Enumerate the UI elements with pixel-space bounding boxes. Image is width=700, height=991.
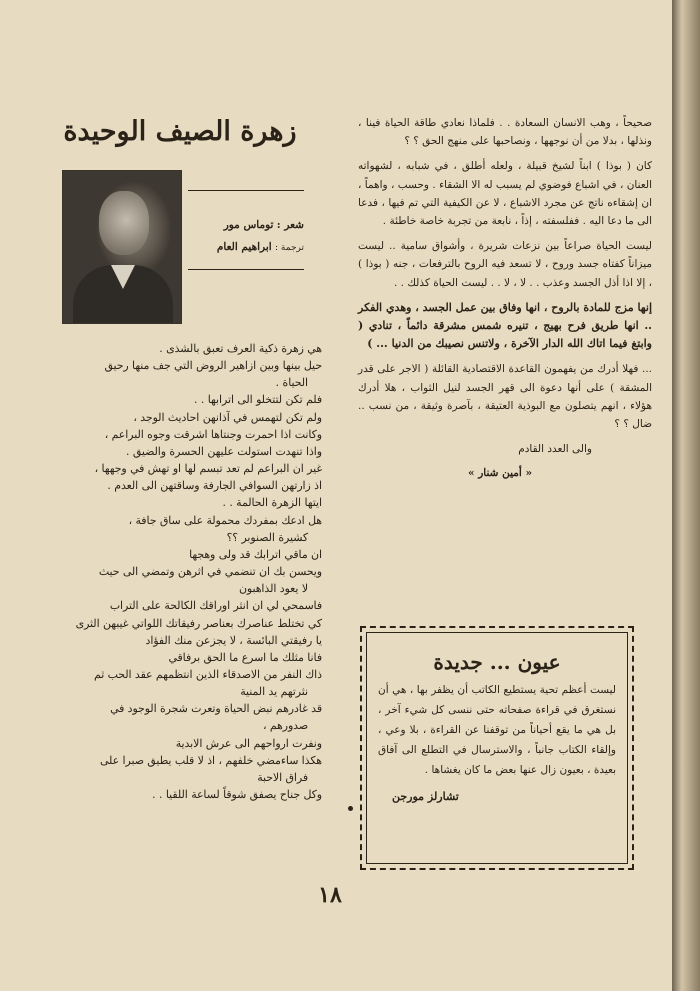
article-column xyxy=(358,114,652,483)
article-signature: « أمين شنار » xyxy=(468,467,533,480)
poem-line: ايتها الزهرة الحالمة . . xyxy=(222,496,322,510)
poem-line: اذ زارتهن السوافي الجارفة وساقتهن الى العدم . xyxy=(107,479,322,493)
poem-line: واذا تنهدت استولت عليهن الحسرة والضيق . xyxy=(126,444,322,458)
poem-line: فلم تكن لتتخلو الى اترابها . . xyxy=(193,393,322,407)
poem-line: فراق الاحبة xyxy=(257,770,308,784)
poem-line: ذاك النفر من الاصدقاء الذين انتظمهم عقد الحب ثم xyxy=(94,667,322,681)
page-number: ١٨ xyxy=(318,882,342,908)
quote-box-author: تشارلز مورجن xyxy=(392,790,459,803)
poem-line: ونفرت ارواحهم الى عرش الابدية xyxy=(175,736,322,750)
bullet-dot xyxy=(348,806,353,811)
poem-line: الحياة . xyxy=(275,376,308,390)
poem-line: يا رفيقتي البائسة ، لا يجزعن منك الفؤاد xyxy=(145,633,322,647)
article-paragraph: كان ( بوذا ) ابناً لشيخ قبيلة ، ولعله أطلق ، في شبابه ، لشهواته العنان ، في اشباع فوضوي لم يسبب له الا الشقاء . وحسب ، واهماً ، ان إشقاءه ناتج عن مجرد الاشباع ، لا عن الكيفية التي تم فيها ، فدعا الى ما دعا اليه . ففلسفته ، إذاً ، نابعة من تجربة خاصة خاطئة . xyxy=(358,160,652,228)
poem-line: قد غادرهم نبض الحياة وتعرت شجرة الوجود في xyxy=(110,702,322,716)
poem-body xyxy=(22,340,322,803)
poem-line: نثرتهم يد المنية xyxy=(240,685,308,699)
poem-line: غير ان البراعم لم تعد تبسم لها او تهش في وجهها ، xyxy=(94,462,322,476)
credits-rule xyxy=(188,269,304,270)
poem-line: صدورهم ، xyxy=(262,719,308,733)
poem-line: هي زهرة ذكية العرف تعبق بالشذى . xyxy=(159,342,322,355)
poem-line: وكانت اذا احمرت وجنتاها اشرقت وجوه البراعم ، xyxy=(104,427,322,441)
poet-label: شعر : xyxy=(276,219,304,231)
poet-credit xyxy=(188,219,304,231)
quote-box-title: عيون ... جديدة xyxy=(433,650,561,674)
poet-portrait xyxy=(62,170,182,324)
page-edge xyxy=(672,0,700,991)
quote-box xyxy=(360,626,634,870)
poem-line: ان ماقي اترابك قد ولى وهجها xyxy=(189,547,322,561)
translator-label: ترجمة : xyxy=(275,243,304,253)
poem-line: ويحسن بك ان تنضمي في اثرهن وتمضي الى حيث xyxy=(98,565,322,579)
poet-name: توماس مور xyxy=(223,219,274,231)
translator-credit xyxy=(188,241,304,253)
poem-line: هل ادعك بمفردك محمولة على ساق جافة ، xyxy=(128,513,322,527)
translator-name: ابراهيم العام xyxy=(216,241,272,253)
poem-line: ولم تكن لتهمس في آذانهن احاديث الوجد ، xyxy=(133,410,322,424)
quote-box-text: ليست أعظم تحية يستطيع الكاتب أن يظفر بها ، هي أن نستغرق في قراءة صفحاته حتى ننسى كل شيء آخر ، بل هي ما يقع أحياناً من توقفنا عن القراءة ، بلا وعي ، وإلقاء الكتاب جانباً ، والاسترسال في التطلع الى آفاق بعيدة ، بعيون زال عنها بعض ما كان يغشاها . xyxy=(378,684,616,776)
poem-line: فانا مثلك ما اسرع ما الحق برفاقي xyxy=(168,650,322,664)
poem-line: كي تختلط عناصرك بعناصر رفيقاتك اللواتي غيبهن الثرى xyxy=(75,616,322,630)
credits-rule xyxy=(188,190,304,191)
poem-line: فاسمحي لي ان انثر اوراقك الكالحة على التراب xyxy=(109,599,322,613)
poem-line: لا يعود الذاهبون xyxy=(238,582,308,596)
article-paragraph: صحيحاً ، وهب الانسان السعادة . . فلماذا نعادي طاقة الحياة فينا ، ونذلها ، بدلا من أن نوجهها ، ونصاحبها على منهج الحق ؟ ؟ xyxy=(358,117,652,148)
poem-credits xyxy=(188,190,304,298)
poem-title: زهرة الصيف الوحيدة xyxy=(63,116,297,147)
poem-line: حيل بينها وبين ازاهير الروض التي جف منها رحيق xyxy=(104,359,322,373)
article-closing: والى العدد القادم xyxy=(518,443,592,456)
poem-line: وكل جناح يصفق شوقاً لساعة اللقيا . . xyxy=(152,788,322,802)
portrait-face xyxy=(99,191,149,255)
article-bold-paragraph: إنها مزج للمادة بالروح ، انها وفاق بين عمل الجسد ، وهدي الفكر .. انها طريق فرح بهيج ، تنيره شمس مشرقة دائماً ، تنادي ( وابتغ فيما اتاك الله الدار الآخرة ، ولاتنس نصيبك من الدنيا ... ) xyxy=(358,300,652,351)
article-paragraph: ليست الحياة صراعاً بين نزعات شريرة ، وأشواق سامية .. ليست ميزاناً كفتاه جسد وروح ، لا تسعد فيه الروح بالترفعات ، جنه ( بوذا ) ، إلا اذا أذل الجسد وعذب . . لا ، لا . . ليست الحياة كذلك . . xyxy=(358,240,652,289)
poem-line: هكذا ساءمضي خلفهم ، اذ لا قلب يطيق صبرا على xyxy=(100,753,322,767)
article-paragraph: ... فهلا أدرك من يفهمون القاعدة الاقتصادية القائلة ( الاجر على قدر المشقة ) على أنها دعوة الى قهر الجسد لنيل الثواب ، هلا أدرك هؤلاء ، انهم يتصلون مع البوذية العتيقة ، بآصرة وثيقة ، من نسب .. ضال ؟ ؟ xyxy=(358,363,652,431)
poem-line: كشيرة الصنوبر ؟؟ xyxy=(226,530,308,544)
